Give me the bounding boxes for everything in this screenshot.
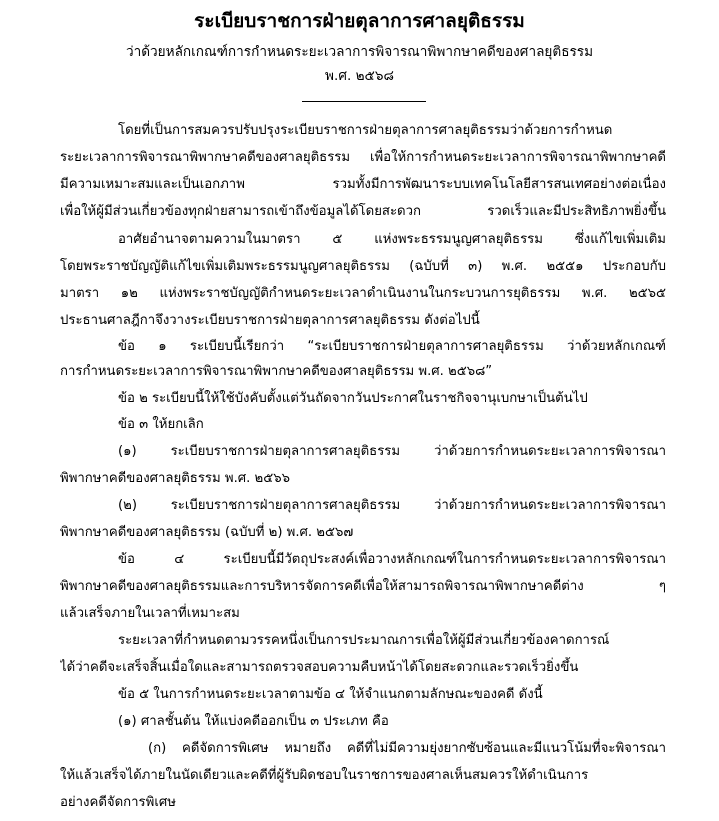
clause-2-line: ข้อ ๒ ระเบียบนี้ให้ใช้บังคับตั้งแต่วันถัดจากวันประกาศในราชกิจจานุเบกษาเป็นต้นไป xyxy=(118,391,588,406)
preamble-line: มีความเหมาะสมและเป็นเอกภาพ รวมทั้งมีการพัฒนาระบบเทคโนโลยีสารสนเทศอย่างต่อเนื่อง xyxy=(60,177,666,192)
preamble-line: ระยะเวลาการพิจารณาพิพากษาคดีของศาลยุติธรรม เพื่อให้การกำหนดระยะเวลาการพิจารณาพิพากษาคดี xyxy=(60,150,666,165)
document-year: พ.ศ. ๒๕๖๘ xyxy=(325,68,394,84)
clause-4-para-2: ได้ว่าคดีจะเสร็จสิ้นเมื่อใดและสามารถตรวจสอบความคืบหน้าได้โดยสะดวกและรวดเร็วยิ่งขึ้น xyxy=(60,660,579,675)
clause-3-item-2: พิพากษาคดีของศาลยุติธรรม (ฉบับที่ ๒) พ.ศ. ๒๕๖๗ xyxy=(60,525,354,540)
title-divider xyxy=(302,101,426,102)
clause-4-line: ข้อ ๔ ระเบียบนี้มีวัตถุประสงค์เพื่อวางหลักเกณฑ์ในการกำหนดระยะเวลาการพิจารณา xyxy=(118,552,666,567)
clause-4-line: แล้วเสร็จภายในเวลาที่เหมาะสม xyxy=(60,606,240,621)
clause-3-line: ข้อ ๓ ให้ยกเลิก xyxy=(118,417,204,432)
clause-5-sub-a: (ก) คดีจัดการพิเศษ หมายถึง คดีที่ไม่มีความยุ่งยากซับซ้อนและมีแนวโน้มที่จะพิจารณา xyxy=(148,741,666,756)
document-subtitle: ว่าด้วยหลักเกณฑ์การกำหนดระยะเวลาการพิจารณาพิพากษาคดีของศาลยุติธรรม xyxy=(125,44,594,60)
clause-4-para-2: ระยะเวลาที่กำหนดตามวรรคหนึ่งเป็นการประมาณการเพื่อให้ผู้มีส่วนเกี่ยวข้องคาดการณ์ xyxy=(118,633,610,648)
clause-5-line: ข้อ ๕ ในการกำหนดระยะเวลาตามข้อ ๔ ให้จำแนกตามลักษณะของคดี ดังนี้ xyxy=(118,687,543,702)
clause-3-item-1: พิพากษาคดีของศาลยุติธรรม พ.ศ. ๒๕๖๖ xyxy=(60,471,290,486)
clause-5-sub-a: อย่างคดีจัดการพิเศษ xyxy=(60,795,176,810)
preamble-line: เพื่อให้ผู้มีส่วนเกี่ยวข้องทุกฝ่ายสามารถเข้าถึงข้อมูลได้โดยสะดวก รวดเร็วและมีประสิทธิภาพยิ่งขึ้น xyxy=(60,204,666,219)
clause-1-line: ข้อ ๑ ระเบียบนี้เรียกว่า “ระเบียบราชการฝ่ายตุลาการศาลยุติธรรม ว่าด้วยหลักเกณฑ์ xyxy=(118,339,666,354)
authority-line: ประธานศาลฎีกาจึงวางระเบียบราชการฝ่ายตุลาการศาลยุติธรรม ดังต่อไปนี้ xyxy=(60,313,480,328)
clause-5-sub-a: ให้แล้วเสร็จได้ภายในนัดเดียวและคดีที่ผู้รับผิดชอบในราชการของศาลเห็นสมควรให้ดำเนินการ xyxy=(60,768,589,783)
authority-line: มาตรา ๑๒ แห่งพระราชบัญญัติกำหนดระยะเวลาดำเนินงานในกระบวนการยุติธรรม พ.ศ. ๒๕๖๕ xyxy=(60,286,666,301)
clause-3-item-1: (๑) ระเบียบราชการฝ่ายตุลาการศาลยุติธรรม ว่าด้วยการกำหนดระยะเวลาการพิจารณา xyxy=(118,444,666,459)
clause-1-line: การกำหนดระยะเวลาการพิจารณาพิพากษาคดีของศาลยุติธรรม พ.ศ. ๒๕๖๘” xyxy=(60,364,493,379)
clause-4-line: พิพากษาคดีของศาลยุติธรรมและการบริหารจัดการคดีเพื่อให้สามารถพิจารณาพิพากษาคดีต่าง ๆ xyxy=(60,579,666,594)
clause-3-item-2: (๒) ระเบียบราชการฝ่ายตุลาการศาลยุติธรรม ว่าด้วยการกำหนดระยะเวลาการพิจารณา xyxy=(118,498,666,513)
clause-5-item-1: (๑) ศาลชั้นต้น ให้แบ่งคดีออกเป็น ๓ ประเภท คือ xyxy=(118,714,389,729)
document-title: ระเบียบราชการฝ่ายตุลาการศาลยุติธรรม xyxy=(194,10,525,32)
preamble-line: โดยที่เป็นการสมควรปรับปรุงระเบียบราชการฝ่ายตุลาการศาลยุติธรรมว่าด้วยการกำหนด xyxy=(118,123,613,138)
authority-line: อาศัยอำนาจตามความในมาตรา ๕ แห่งพระธรรมนูญศาลยุติธรรม ซึ่งแก้ไขเพิ่มเติม xyxy=(118,232,666,247)
authority-line: โดยพระราชบัญญัติแก้ไขเพิ่มเติมพระธรรมนูญศาลยุติธรรม (ฉบับที่ ๓) พ.ศ. ๒๕๕๑ ประกอบกับ xyxy=(60,259,666,274)
